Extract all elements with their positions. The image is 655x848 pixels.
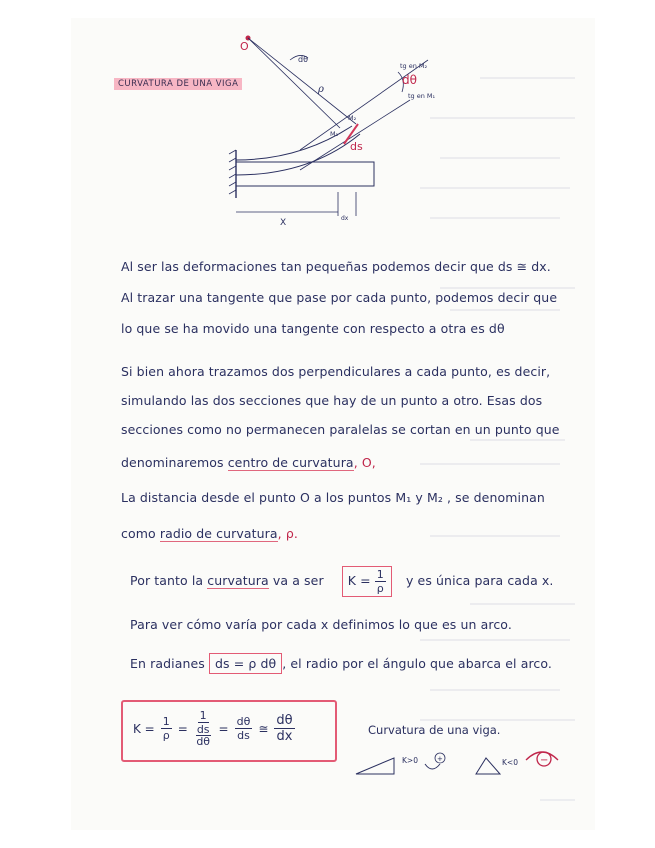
text-center-o: , O, [353, 455, 376, 470]
plus-sign: + [437, 755, 443, 763]
text-como: como [121, 526, 156, 541]
text-por-tanto: Por tanto la [130, 573, 204, 588]
caption-curvatura-viga: Curvatura de una viga. [368, 723, 501, 737]
numerator: dθ [236, 715, 251, 728]
text-radio-angulo: , el radio por el ángulo que abarca el arco. [282, 656, 552, 671]
text-line-1: Al ser las deformaciones tan pequeñas podemos decir que ds ≅ dx. [121, 259, 551, 274]
label-k-negative: K<0 [502, 758, 518, 767]
k-symbol: K = [347, 573, 371, 588]
section-title: CURVATURA DE UNA VIGA [114, 78, 242, 90]
numerator: 1 [376, 568, 384, 581]
term-curvatura: curvatura [207, 573, 269, 588]
label-tangent-m2: tg en M₂ [400, 62, 428, 70]
text-denominaremos: denominaremos [121, 455, 224, 470]
text-unica: y es única para cada x. [405, 573, 554, 588]
text-va-a-ser: va a ser [272, 573, 324, 588]
equals-sign: = [177, 721, 188, 736]
minus-sign: − [540, 755, 549, 766]
text-line-8: La distancia desde el punto O a los puntos M₁ y M₂ , se denominan [121, 490, 545, 505]
text-line-3: lo que se ha movido una tangente con respecto a otra es dθ [121, 321, 505, 336]
label-m2: M₂ [348, 114, 357, 122]
denominator: ρ [162, 729, 170, 742]
label-k-positive: K>0 [402, 756, 418, 765]
denominator: ds [237, 729, 250, 742]
text-line-6: secciones como no permanecen paralelas se cortan en un punto que [121, 422, 560, 437]
concave-up-arc [425, 764, 440, 769]
term-radio-curvatura: radio de curvatura [159, 526, 278, 541]
term-centro-curvatura: centro de curvatura [227, 455, 354, 470]
text-en-radianes: En radianes [130, 656, 205, 671]
label-tangent-m1: tg en M₁ [408, 92, 436, 100]
positive-curvature-triangle [356, 758, 394, 774]
label-x: X [280, 218, 287, 228]
label-center-o: O [240, 40, 249, 53]
label-m1: M₁ [330, 130, 339, 138]
text-rho: , ρ. [277, 526, 298, 541]
equals-sign: = [218, 721, 229, 736]
denominator: dx [276, 729, 293, 744]
arc-definition-line: Para ver cómo varía por cada x definimos lo que es un arco. [130, 617, 512, 632]
denominator: ρ [376, 582, 384, 595]
label-dx: dx [341, 215, 349, 222]
negative-curvature-triangle [476, 758, 500, 774]
numerator: 1 [199, 709, 207, 722]
label-ds: ds [350, 140, 363, 153]
label-rho: ρ [318, 84, 324, 95]
label-dtheta-pink: dθ [402, 73, 417, 87]
text-line-5: simulando las dos secciones que hay de un punto a otro. Esas dos [121, 393, 543, 408]
numerator: 1 [162, 715, 170, 728]
label-dtheta-small: dθ [298, 55, 308, 64]
numerator: dθ [276, 713, 293, 728]
inner-numerator: ds [196, 723, 210, 736]
arc-length-formula-box: ds = ρ dθ [209, 653, 282, 674]
approx-sign: ≅ [258, 721, 269, 736]
k-symbol: K = [133, 721, 155, 736]
text-line-4: Si bien ahora trazamos dos perpendiculares a cada punto, es decir, [121, 364, 551, 379]
text-line-2: Al trazar una tangente que pase por cada punto, podemos decir que [121, 290, 558, 305]
inner-denominator: dθ [196, 735, 211, 748]
